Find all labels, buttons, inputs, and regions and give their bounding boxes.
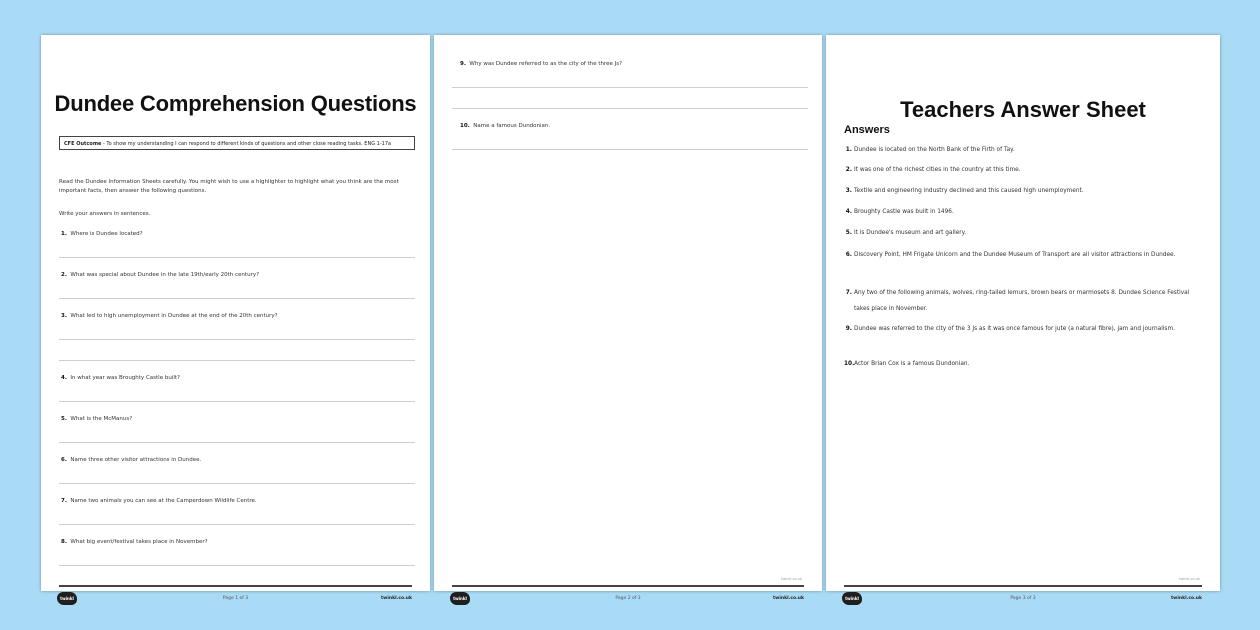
answer-line	[59, 442, 415, 443]
twinkl-logo-icon: twinkl	[450, 592, 470, 605]
site-url: twinkl.co.uk	[381, 596, 412, 601]
question-4: 4. In what year was Broughty Castle built?	[61, 375, 180, 381]
answer-2: 2. It was one of the richest cities in the country at this time.	[845, 167, 1021, 173]
question-5: 5. What is the McManus?	[61, 416, 133, 422]
answer-6: 6. Discovery Point, HM Frigate Unicorn and the Dundee Museum of Transport are all visitor attractions in Dundee.	[845, 252, 1176, 258]
answer-7: 7. Any two of the following animals, wolves, ring-tailed lemurs, brown bears or marmosets 8. Dundee Science Festival takes place in November.	[845, 290, 1190, 312]
page-title: Teachers Answer Sheet	[900, 97, 1146, 122]
answer-1: 1. Dundee is located on the North Bank of the Firth of Tay.	[845, 147, 1015, 153]
answer-line	[59, 360, 415, 361]
answer-5: 5. It is Dundee's museum and art gallery.	[845, 230, 967, 236]
cfe-label: CFE Outcome	[64, 141, 102, 147]
answer-line	[59, 298, 415, 299]
site-url: twinkl.co.uk	[1171, 596, 1202, 601]
answer-9: 9. Dundee was referred to the city of the 3 Js as it was once famous for jute (a natural fibre), jam and journalism.	[845, 326, 1175, 332]
question-8: 8. What big event/festival takes place in November?	[61, 539, 208, 545]
question-3: 3. What led to high unemployment in Dundee at the end of the 20th century?	[61, 313, 278, 319]
page-title: Dundee Comprehension Questions	[54, 91, 417, 116]
cfe-text: - To show my understanding I can respond to different kinds of questions and other close reading tasks. ENG 1-17a	[101, 141, 392, 147]
page-number: Page 1 of 3	[222, 596, 249, 601]
page-number: Page 2 of 3	[615, 596, 641, 601]
answer-line	[59, 257, 415, 258]
answer-10: 10.Actor Brian Cox is a famous Dundonian.	[844, 361, 970, 367]
answer-line	[59, 401, 415, 402]
answer-line	[59, 524, 415, 525]
answer-line	[452, 87, 808, 88]
answer-line	[59, 339, 415, 340]
answer-line	[452, 108, 808, 109]
worksheet-page-1	[41, 35, 430, 601]
question-10: 10. Name a famous Dundonian.	[460, 123, 551, 129]
page-number: Page 3 of 3	[1010, 596, 1036, 601]
cfe-outcome-box	[59, 136, 415, 150]
answer-line	[452, 149, 808, 150]
answer-line	[59, 483, 415, 484]
answer-sheet-page-3	[826, 35, 1220, 601]
instructions: Read the Dundee Information Sheets carefully. You might wish to use a highlighter to highlight what you think are the most important facts, then answer the following questions.	[59, 179, 399, 194]
tiny-url: twinkl.co.uk	[781, 577, 802, 581]
worksheet-page-2	[434, 35, 822, 601]
answers-heading: Answers	[844, 124, 890, 136]
footer-divider	[452, 585, 804, 587]
footer-divider	[844, 585, 1202, 587]
twinkl-logo-icon: twinkl	[57, 592, 77, 605]
question-9: 9. Why was Dundee referred to as the city of the three Js?	[460, 61, 623, 67]
question-6: 6. Name three other visitor attractions in Dundee.	[61, 457, 202, 463]
answer-3: 3. Textile and engineering industry declined and this caused high unemployment.	[845, 188, 1084, 194]
question-1: 1. Where is Dundee located?	[61, 231, 143, 237]
twinkl-logo-icon: twinkl	[842, 592, 862, 605]
question-7: 7. Name two animals you can see at the Camperdown Wildlife Centre.	[61, 498, 257, 504]
answer-4: 4. Broughty Castle was built in 1496.	[845, 209, 954, 215]
question-2: 2. What was special about Dundee in the late 19th/early 20th century?	[61, 272, 259, 278]
write-instruction: Write your answers in sentences.	[59, 211, 151, 217]
footer-divider	[59, 585, 412, 587]
site-url: twinkl.co.uk	[773, 596, 804, 601]
tiny-url: twinkl.co.uk	[1179, 577, 1200, 581]
answer-line	[59, 565, 415, 566]
